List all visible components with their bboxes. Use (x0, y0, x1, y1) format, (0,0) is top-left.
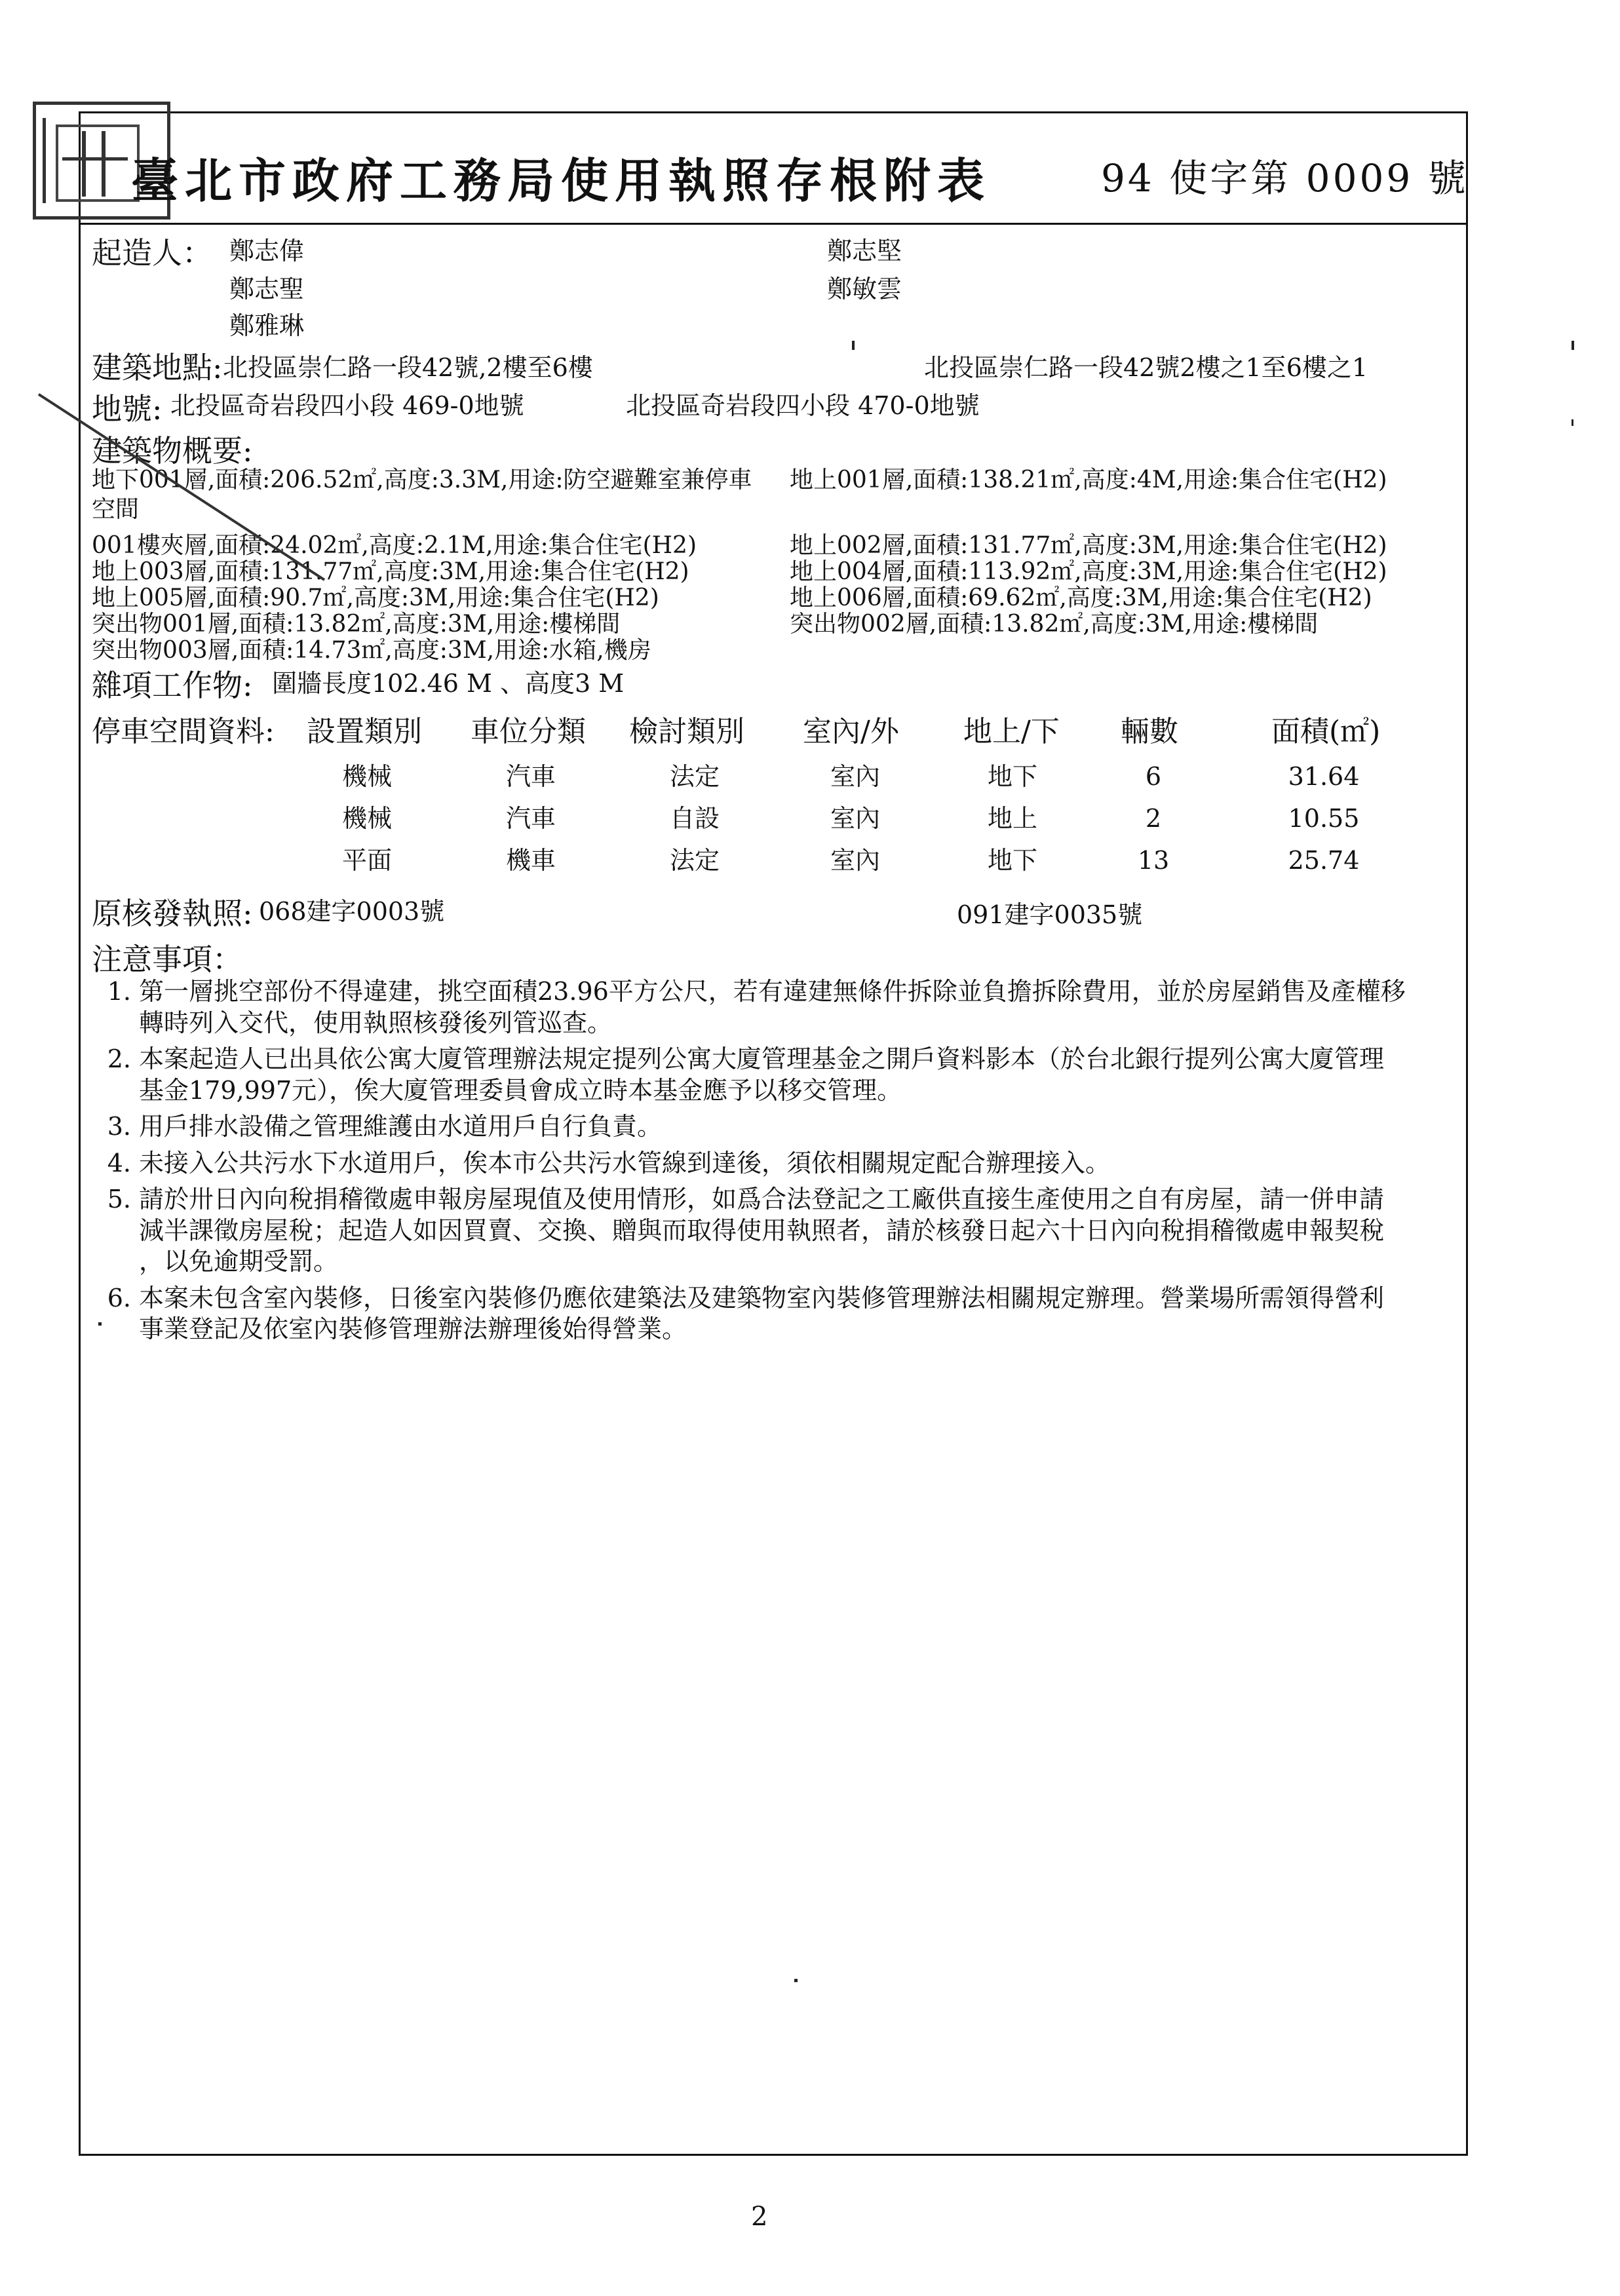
site-address: 北投區崇仁路一段42號,2樓至6樓 (223, 353, 593, 382)
permit-number: 94 使字第 0009 號 (1101, 156, 1469, 201)
note-number: 4. (107, 1148, 131, 1177)
parking-header: 室內/外 (803, 715, 899, 748)
parking-cell: 室內 (830, 804, 880, 833)
note-item (98, 976, 1481, 1039)
parking-cell: 汽車 (505, 804, 556, 833)
parking-cell: 13 (1137, 846, 1170, 875)
note-item (98, 1148, 1481, 1179)
parking-cell: 自設 (669, 804, 720, 833)
parking-header: 輛數 (1121, 715, 1178, 748)
parking-cell: 地上 (987, 804, 1037, 833)
lot-number: 北投區奇岩段四小段 469-0地號 (170, 391, 524, 420)
parking-cell: 2 (1145, 804, 1162, 833)
note-text: 未接入公共污水下水道用戶，俟本市公共污水管線到達後，須依相關規定配合辦理接入。 (139, 1148, 1111, 1177)
parking-cell: 機械 (341, 762, 392, 791)
lot-number: 北投區奇岩段四小段 470-0地號 (626, 391, 980, 420)
applicant-name: 鄭志聖 (229, 275, 305, 303)
scan-speck (852, 341, 855, 350)
building-floor-line: 地上004層,面積:113.92㎡,高度:3M,用途:集合住宅(H2) (790, 558, 1387, 585)
parking-cell: 31.64 (1288, 762, 1360, 791)
notes-list (98, 976, 1481, 1350)
note-number: 2. (107, 1044, 131, 1073)
note-text: 用戶排水設備之管理維護由水道用戶自行負責。 (139, 1112, 663, 1141)
building-floor-line: 地上002層,面積:131.77㎡,高度:3M,用途:集合住宅(H2) (790, 532, 1387, 559)
parking-cell: 室內 (830, 762, 880, 791)
note-text: 轉時列入交代，使用執照核發後列管巡查。 (139, 1008, 613, 1037)
header-divider (79, 223, 1468, 225)
building-floor-line: 地上005層,面積:90.7㎡,高度:3M,用途:集合住宅(H2) (92, 584, 659, 611)
note-text: 本案起造人已出具依公寓大廈管理辦法規定提列公寓大廈管理基金之開戶資料影本（於台北銀行提列公寓大廈管理 (139, 1044, 1385, 1073)
parking-cell: 地下 (987, 762, 1037, 791)
building-floor-line: 地上006層,面積:69.62㎡,高度:3M,用途:集合住宅(H2) (790, 584, 1372, 611)
building-floor-line: 001樓夾層,面積:24.02㎡,高度:2.1M,用途:集合住宅(H2) (92, 532, 697, 559)
notes-label: 注意事項： (92, 942, 242, 977)
parking-header: 面積(㎡) (1271, 715, 1381, 748)
applicant-name: 鄭雅琳 (229, 311, 305, 340)
note-item (98, 1184, 1481, 1278)
note-text: 第一層挑空部份不得違建，挑空面積23.96平方公尺，若有違建無條件拆除並負擔拆除費用，並於房屋銷售及產權移 (139, 977, 1406, 1006)
scan-speck (1572, 419, 1573, 426)
parking-cell: 機車 (505, 846, 556, 875)
parking-cell: 平面 (341, 846, 392, 875)
misc-works-value: 圍牆長度102.46 M 、高度3 M (272, 669, 625, 698)
note-number: 3. (107, 1112, 131, 1141)
parking-cell: 法定 (669, 762, 720, 791)
note-text: 事業登記及依室內裝修管理辦法辦理後始得營業。 (139, 1314, 687, 1343)
document-title: 臺北市政府工務局使用執照存根附表 (131, 153, 992, 208)
note-text: 本案未包含室內裝修，日後室內裝修仍應依建築法及建築物室內裝修管理辦法相關規定辦理。營業場所需領得營利 (139, 1283, 1385, 1312)
parking-header: 地上/下 (963, 715, 1060, 748)
page-number: 2 (751, 2202, 768, 2232)
note-number: 6. (107, 1283, 131, 1312)
original-permit-number: 091建字0035號 (957, 900, 1143, 929)
original-permit-label: 原核發執照: (92, 896, 253, 931)
building-floor-line: 突出物002層,面積:13.82㎡,高度:3M,用途:樓梯間 (790, 611, 1319, 638)
applicant-name: 鄭志堅 (827, 237, 902, 265)
parking-cell: 10.55 (1288, 804, 1360, 833)
building-floor-line: 突出物001層,面積:13.82㎡,高度:3M,用途:樓梯間 (92, 611, 621, 638)
building-floor-line: 地上003層,面積:131.77㎡,高度:3M,用途:集合住宅(H2) (92, 558, 689, 585)
building-floor-line: 空間 (92, 496, 140, 523)
note-number: 5. (107, 1185, 131, 1214)
building-summary-label: 建築物概要: (92, 433, 253, 469)
applicant-name: 鄭志偉 (229, 237, 305, 265)
note-item (98, 1283, 1481, 1345)
site-label: 建築地點: (92, 350, 223, 385)
building-floor-line: 突出物003層,面積:14.73㎡,高度:3M,用途:水箱,機房 (92, 637, 651, 664)
original-permit-number: 068建字0003號 (259, 897, 445, 926)
note-text: 減半課徵房屋稅；起造人如因買賣、交換、贈與而取得使用執照者，請於核發日起六十日內向稅捐稽徵處申報契稅 (139, 1215, 1385, 1245)
note-number: 1. (107, 977, 131, 1006)
parking-cell: 汽車 (505, 762, 556, 791)
misc-works-label: 雜項工作物: (92, 668, 253, 703)
building-floor-line: 地下001層,面積:206.52㎡,高度:3.3M,用途:防空避難室兼停車 (92, 467, 752, 493)
note-text: ，以免逾期受罰。 (139, 1247, 339, 1276)
note-text: 基金179,997元），俟大廈管理委員會成立時本基金應予以移交管理。 (139, 1075, 902, 1105)
scan-speck (794, 1979, 798, 1982)
parking-cell: 地下 (987, 846, 1037, 875)
applicants-label: 起造人： (92, 235, 212, 271)
scan-speck (1572, 341, 1574, 350)
site-address: 北投區崇仁路一段42號2樓之1至6樓之1 (924, 353, 1368, 382)
lot-label: 地號: (92, 391, 163, 427)
note-text: 請於卅日內向稅捐稽徵處申報房屋現值及使用情形，如爲合法登記之工廠供直接生產使用之自有房屋，請一併申請 (139, 1185, 1385, 1214)
scan-speck (98, 1322, 102, 1326)
parking-header: 檢討類別 (629, 715, 744, 748)
parking-label: 停車空間資料: (92, 715, 275, 748)
parking-cell: 室內 (830, 846, 880, 875)
parking-cell: 法定 (669, 846, 720, 875)
parking-cell: 25.74 (1288, 846, 1360, 875)
parking-cell: 機械 (341, 804, 392, 833)
building-floor-line: 地上001層,面積:138.21㎡,高度:4M,用途:集合住宅(H2) (790, 467, 1387, 493)
parking-header: 設置類別 (307, 715, 422, 748)
note-item (98, 1044, 1481, 1106)
parking-cell: 6 (1145, 762, 1162, 791)
parking-header: 車位分類 (471, 715, 586, 748)
applicant-name: 鄭敏雲 (827, 275, 902, 303)
note-item (98, 1111, 1481, 1143)
